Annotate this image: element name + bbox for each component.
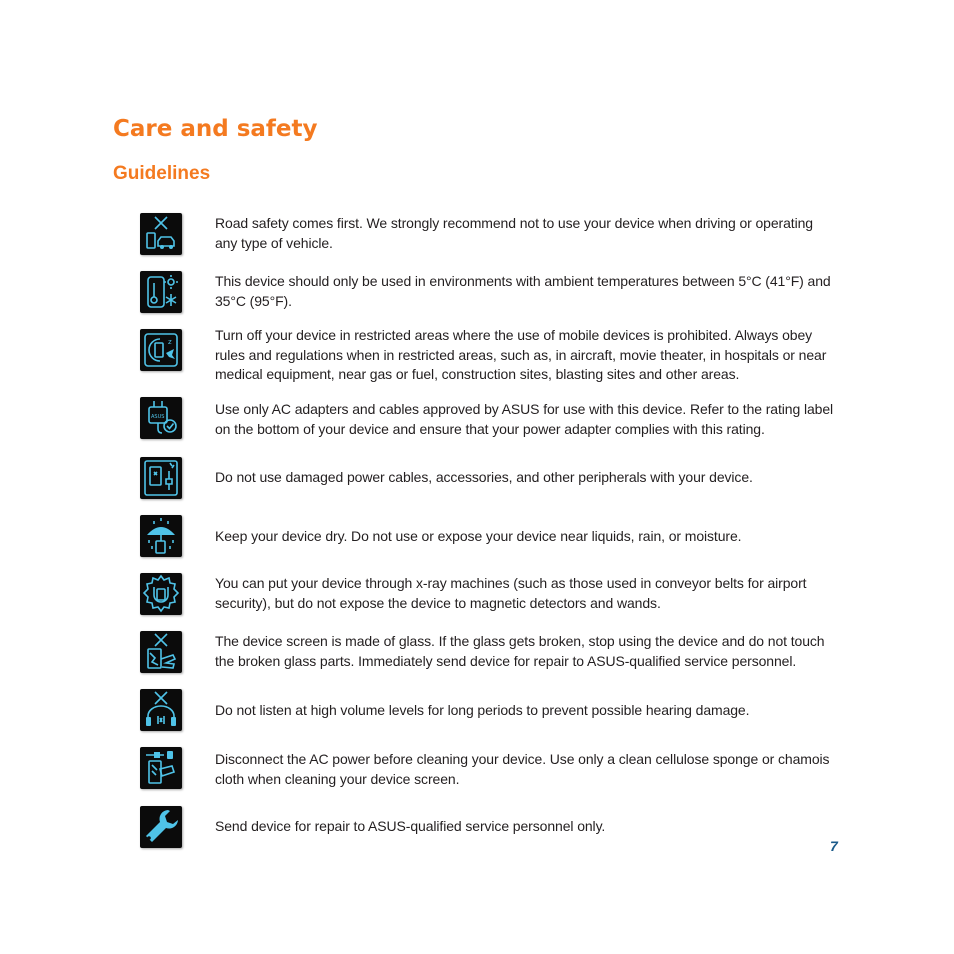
guideline-text: This device should only be used in environments with ambient temperatures between 5°C (41°F) and 35°C (95°F). [215, 273, 831, 309]
svg-text:z: z [168, 338, 172, 346]
approved-adapter-icon [140, 397, 182, 439]
guideline-text: Turn off your device in restricted areas where the use of mobile devices is prohibited. Always obey rules and regulations when in restricted areas, such as, in aircraft, movie theater, in hospitals or near medical equipment, near gas or fuel, construction sites, blasting sites and other areas. [215, 327, 827, 382]
keep-dry-icon [140, 515, 182, 557]
page-number: 7 [830, 838, 838, 854]
cleaning-icon [140, 747, 182, 789]
guideline-text: You can put your device through x-ray machines (such as those used in conveyor belts for airport security), but do not expose the device to magnetic detectors and wands. [215, 575, 807, 611]
guideline-text: Do not use damaged power cables, accessories, and other peripherals with your device. [215, 469, 753, 485]
guideline-text: Road safety comes first. We strongly recommend not to use your device when driving or operating any type of vehicle. [215, 215, 813, 251]
guideline-text: Keep your device dry. Do not use or expose your device near liquids, rain, or moisture. [215, 528, 742, 544]
section-subtitle: Guidelines [113, 163, 211, 184]
guideline-text: Use only AC adapters and cables approved by ASUS for use with this device. Refer to the rating label on the bottom of your device and ensure that your power adapter complies with this rating. [215, 401, 834, 437]
damaged-cable-icon [140, 457, 182, 499]
svg-text:ASUS: ASUS [151, 414, 165, 420]
broken-glass-icon [140, 631, 182, 673]
guideline-text: The device screen is made of glass. If the glass gets broken, stop using the device and do not touch the broken glass parts. Immediately send device for repair to ASUS-qualified service personnel. [215, 633, 825, 669]
guideline-text: Do not listen at high volume levels for long periods to prevent possible hearing damage. [215, 702, 750, 718]
guideline-text: Send device for repair to ASUS-qualified service personnel only. [215, 818, 606, 834]
restricted-area-icon [140, 329, 182, 371]
guideline-text: Disconnect the AC power before cleaning your device. Use only a clean cellulose sponge or chamois cloth when cleaning your device screen. [215, 751, 830, 787]
xray-magnetic-icon [140, 573, 182, 615]
repair-service-icon [140, 806, 182, 848]
temperature-icon [140, 271, 182, 313]
page-title: Care and safety [113, 116, 318, 142]
no-driving-icon [140, 213, 182, 255]
high-volume-icon [140, 689, 182, 731]
